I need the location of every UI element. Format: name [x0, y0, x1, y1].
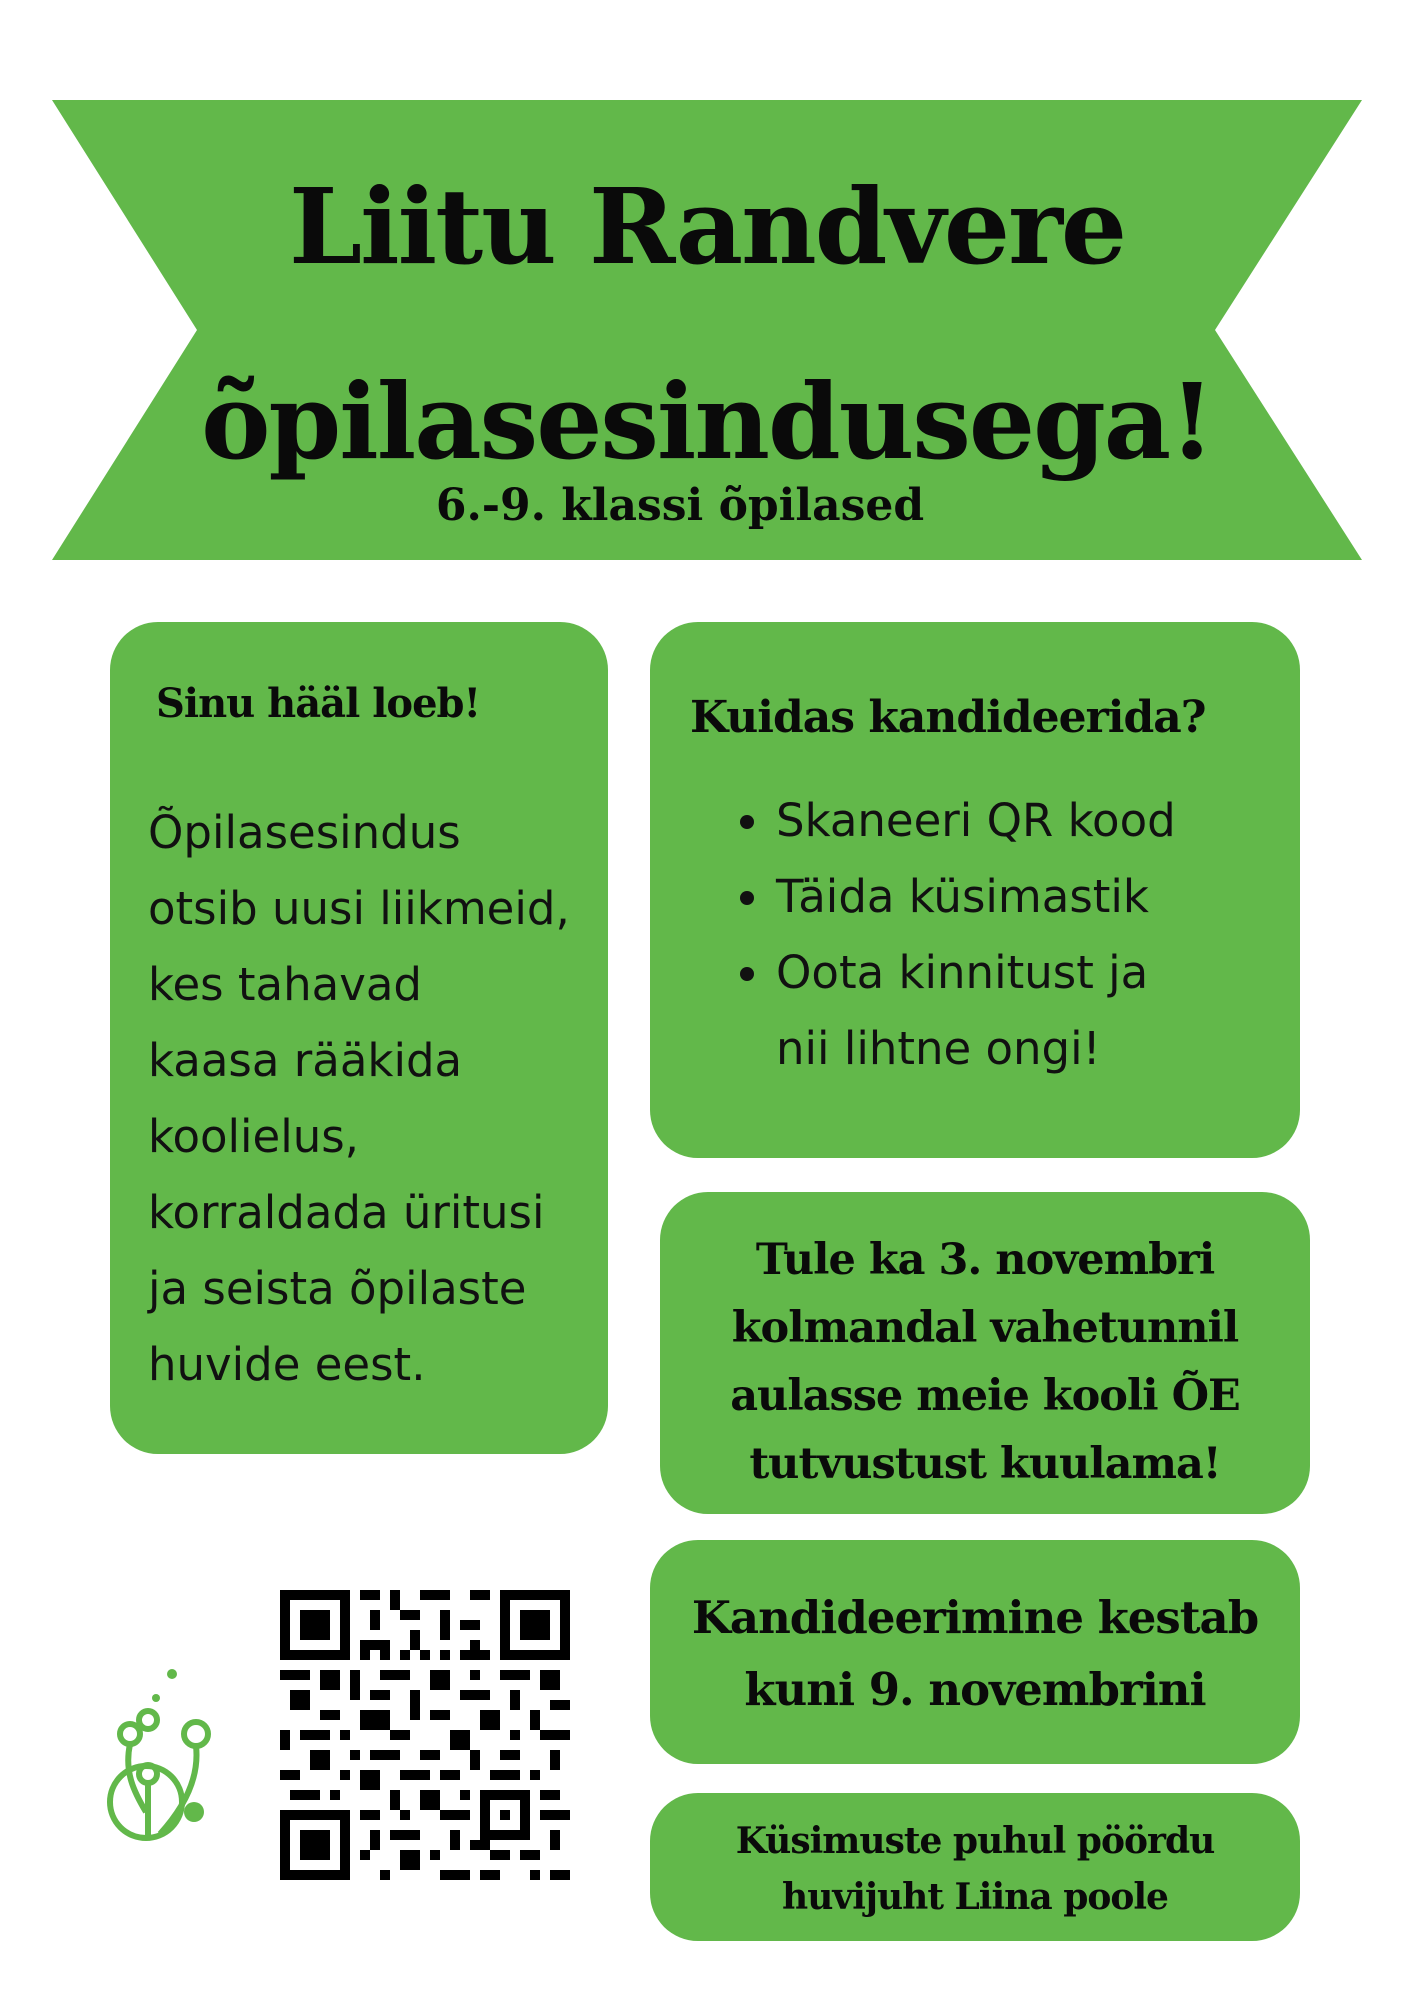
school-logo-icon [104, 1662, 224, 1852]
contact-card-text [670, 1813, 1280, 1925]
voice-card [110, 622, 608, 1454]
howto-step: Täida küsimastik [740, 859, 1300, 935]
deadline-card-text [670, 1582, 1280, 1726]
page-subtitle: 6.-9. klassi õpilased [435, 480, 925, 531]
contact-line: huvijuht Liina poole [782, 1876, 1168, 1918]
contact-line: Küsimuste puhul pöördu [735, 1820, 1215, 1862]
voice-line: ja seista õpilaste [148, 1262, 527, 1315]
howto-step: Oota kinnitust ja nii lihtne ongi! [740, 935, 1216, 1087]
voice-line: huvide eest. [148, 1338, 426, 1391]
deadline-line: Kandideerimine kestab [691, 1591, 1259, 1644]
voice-line: kes tahavad [148, 958, 422, 1011]
event-line: Tule ka 3. novembri [755, 1235, 1215, 1285]
event-card [660, 1192, 1310, 1514]
howto-card [650, 622, 1300, 1158]
event-line: tutvustust kuulama! [749, 1439, 1221, 1489]
deadline-card [650, 1540, 1300, 1764]
howto-steps-list [690, 783, 1300, 1087]
voice-card-heading: Sinu hääl loeb! [156, 680, 481, 727]
howto-card-heading: Kuidas kandideerida? [690, 692, 1206, 743]
howto-step: Skaneeri QR kood [740, 783, 1300, 859]
voice-card-body [148, 795, 608, 1403]
event-line: aulasse meie kooli ÕE [730, 1371, 1240, 1421]
page-title-line-2: õpilasesindusega! [201, 360, 1213, 483]
voice-line: Õpilasesindus [148, 806, 461, 859]
contact-card [650, 1793, 1300, 1941]
voice-line: korraldada üritusi [148, 1186, 545, 1239]
page-title-line-1: Liitu Randvere [288, 165, 1126, 288]
voice-line: koolielus, [148, 1110, 359, 1163]
event-card-text [680, 1226, 1290, 1498]
voice-line: kaasa rääkida [148, 1034, 463, 1087]
voice-line: otsib uusi liikmeid, [148, 882, 570, 935]
qr-code-icon[interactable] [280, 1590, 570, 1880]
deadline-line: kuni 9. novembrini [744, 1663, 1206, 1716]
event-line: kolmandal vahetunnil [731, 1303, 1239, 1353]
